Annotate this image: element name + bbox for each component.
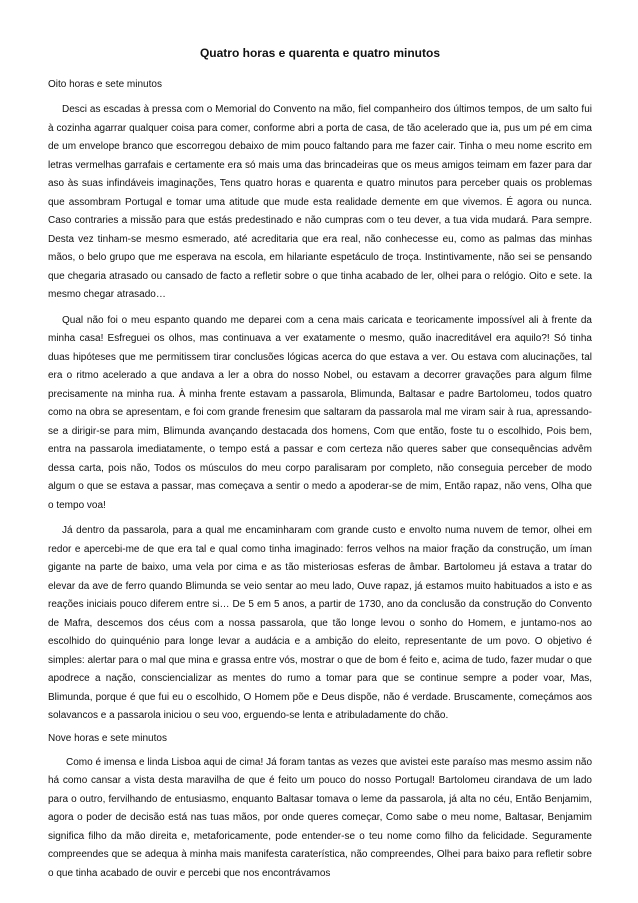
paragraph-2-text: Qual não foi o meu espanto quando me deparei com a cena mais caricata e teoricamente impossível ali à frente da minha casa! Esfreguei os olhos, mas continuava a ver exatamente o mesmo, quão inacreditável era aquilo?! Só tinha duas hipóteses que me permitissem tirar conclusões lógicas acerca do que estava a ver. Ou estava com alucinações, tal era o ritmo acelerado a que andava a ler a obra do nosso Nobel, ou estavam a decorrer gravações para algum filme precisamente na minha rua. À minha frente estavam a passarola, Blimunda, Baltasar e padre Bartolomeu, todos quatro como na obra se apresentam, e foi com grande frenesim que saltaram da passarola mal me viram sair à rua, apressando-se a dirigir-se para mim, Blimunda avançando destacada dos homens, Com que então, foste tu o escolhido, Pois bem, entra na passarola imediatamente, o tempo está a passar e com certeza não queres saber que consequências advêm dessa carta, pois não, Todos os músculos do meu corpo paralisaram por completo, não conseguia perceber de modo algum o que se estava a passar, mas começava a sentir o medo a apoderar-se de mim, Então rapaz, não vens, Olha que o tempo voa! xyxy=(48,314,592,511)
document-title: Quatro horas e quarenta e quatro minutos xyxy=(199,46,441,60)
paragraph-3-text: Já dentro da passarola, para a qual me encaminharam com grande custo e envolto numa nuvem de temor, olhei em redor e apercebi-me de que era tal e qual como tinha imaginado: ferros velhos na maior fração da construção, um íman gigante na parte de baixo, uma vela por cima e as tão misteriosas esferas de âmbar. Bartolomeu já estava a tratar do elevar da ave de ferro quando Blimunda se veio sentar ao meu lado, Ouve rapaz, já estamos muito habituados a isto e as reações iniciais pouco diferem entre si… De 5 em 5 anos, a partir de 1730, ano da conclusão da construção do Convento de Mafra, descemos dos céus com a nossa passarola, que tão longe levou o sonho do Homem, e juntamo-nos ao escolhido do quinquénio para longe levar a audácia e a ambição do eleito, representante de um povo. O objetivo é simples: alertar para o mal que mina e grassa entre vós, mostrar o que de bom é feito e, acima de tudo, fazer mudar o que apodrece a nação, consciencializar as mentes do rumo a tomar para que se continue sempre a poder voar, Mas, Blimunda, porque é que fui eu o escolhido, O Homem põe e Deus dispõe, não é verdade. Bruscamente, começámos aos solavancos e a passarola iniciou o seu voo, erguendo-se lenta e atribuladamente do chão. xyxy=(48,525,592,721)
time-heading-2: Nove horas e sete minutos xyxy=(48,732,167,744)
document-page xyxy=(48,0,592,883)
paragraph-4-text: Como é imensa e linda Lisboa aqui de cima! Já foram tantas as vezes que avistei este paraíso mas mesmo assim não há como cansar a vista desta maravilha de que é feito um pouco do nosso Portugal! Bartolomeu cirandava de um lado para o outro, fervilhando de entusiasmo, enquanto Baltasar tomava o leme da passarola, já alta no céu, Então Benjamim, agora o poder de decisão está nas tuas mãos, por onde queres começar, Como sabe o meu nome, Baltasar, Benjamim significa filho da mão direita e, metaforicamente, pode entender-se o teu nome como filho da felicidade. Seguramente compreendes que se adequa à minha mais manifesta caraterística, não compreendes, Olhei para baixo para refletir sobre o que tinha acabado de ouvir e percebi que nos encontrávamos xyxy=(48,756,592,879)
paragraph-4 xyxy=(48,754,592,884)
paragraph-2 xyxy=(48,312,592,516)
paragraph-3 xyxy=(48,522,592,726)
paragraph-1 xyxy=(48,101,592,305)
time-heading-1: Oito horas e sete minutos xyxy=(48,79,162,90)
paragraph-1-text: Desci as escadas à pressa com o Memorial do Convento na mão, fiel companheiro dos últimos tempos, de um salto fui à cozinha agarrar qualquer coisa para comer, conforme abri a porta de casa, de tão acelerado que ia, pus um pé em cima de um envelope branco que escorregou debaixo de mim pouco faltando para me fazer cair. Tinha o meu nome escrito em letras vermelhas garrafais e certamente era só mais uma das brincadeiras que os meus amigos teimam em fazer para dar aso às suas infindáveis imaginações, Tens quatro horas e quarenta e quatro minutos para perceber quais os problemas que assombram Portugal e tomar uma atitude que mude esta realidade demente em que vivemos. É agora ou nunca. Caso contraries a missão para que estás predestinado e não cumpras com o teu dever, a tua vida mudará. Para sempre. Desta vez tinham-se mesmo esmerado, até acreditaria que era real, não conhecesse eu, como as palmas das minhas mãos, o belo grupo que me esperava na escola, em hilariante espetáculo de troça. Instintivamente, não sei se pensando que chegaria atrasado ou cansado de facto a refletir sobre o que tinha acabado de ler, olhei para o relógio. Oito e sete. Ia mesmo chegar atrasado… xyxy=(48,104,592,300)
